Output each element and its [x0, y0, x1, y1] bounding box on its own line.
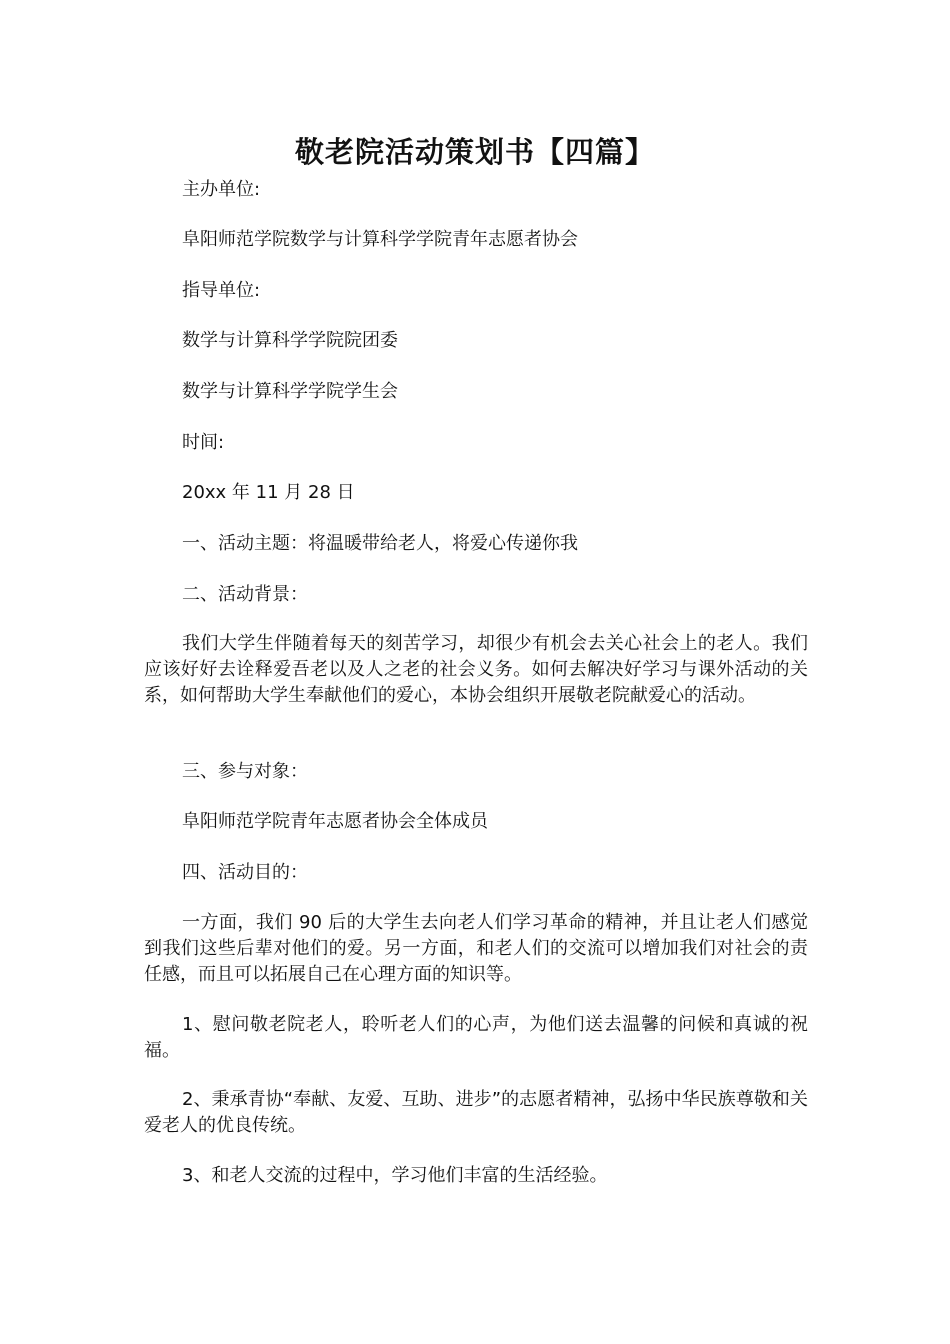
organizer-name: 阜阳师范学院数学与计算科学学院青年志愿者协会 [182, 229, 578, 250]
participants-text: 阜阳师范学院青年志愿者协会全体成员 [182, 811, 488, 832]
guide-label: 指导单位: [182, 280, 261, 301]
purpose-item-2: 2、秉承青协“奉献、友爱、互助、进步”的志愿者精神，弘扬中华民族尊敬和关爱老人的优良传统。 [144, 1089, 808, 1136]
time-label: 时间: [182, 432, 225, 453]
participants-heading: 三、参与对象： [182, 761, 308, 782]
purpose-paragraph: 一方面，我们 90 后的大学生去向老人们学习革命的精神，并且让老人们感觉到我们这些后辈对他们的爱。另一方面，和老人们的交流可以增加我们对社会的责任感，而且可以拓展自己在心理方面的知识等。 [144, 912, 808, 985]
purpose-item-3: 3、和老人交流的过程中，学习他们丰富的生活经验。 [182, 1165, 608, 1186]
background-paragraph: 我们大学生伴随着每天的刻苦学习，却很少有机会去关心社会上的老人。我们应该好好去诠释爱吾老以及人之老的社会义务。如何去解决好学习与课外活动的关系，如何帮助大学生奉献他们的爱心，本协会组织开展敬老院献爱心的活动。 [144, 633, 808, 706]
guide-unit-1: 数学与计算科学学院院团委 [182, 330, 398, 351]
event-date: 20xx 年 11 月 28 日 [182, 482, 355, 503]
activity-theme: 一、活动主题：将温暖带给老人，将爱心传递你我 [182, 533, 578, 554]
purpose-item-1: 1、慰问敬老院老人，聆听老人们的心声，为他们送去温馨的问候和真诚的祝福。 [144, 1014, 808, 1061]
background-heading: 二、活动背景： [182, 584, 308, 605]
document-title: 敬老院活动策划书【四篇】 [294, 135, 655, 169]
guide-unit-2: 数学与计算科学学院学生会 [182, 381, 398, 402]
organizer-label: 主办单位: [182, 179, 261, 200]
purpose-heading: 四、活动目的： [182, 862, 308, 883]
